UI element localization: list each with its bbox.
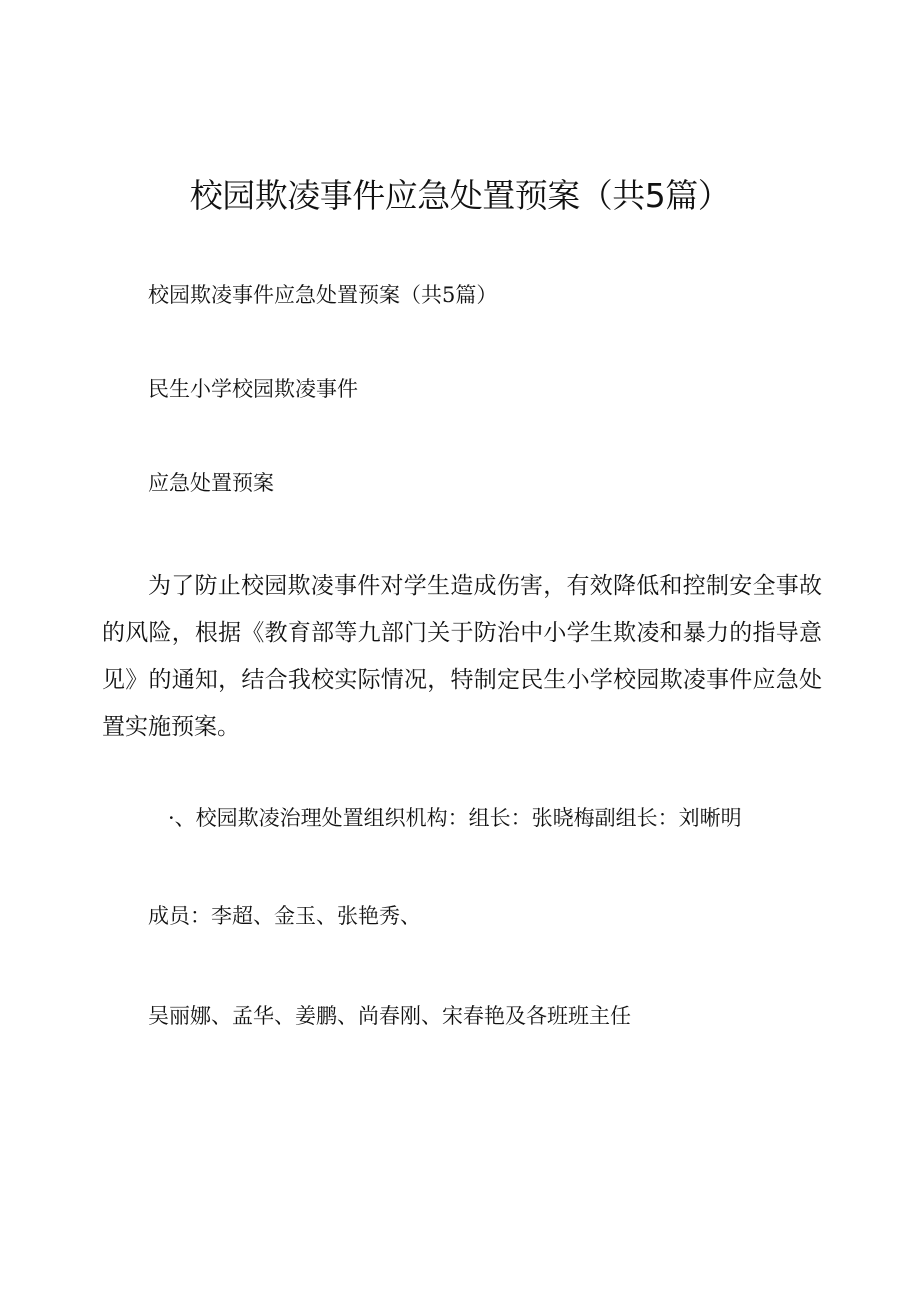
intro-paragraph: 为了防止校园欺凌事件对学生造成伤害，有效降低和控制安全事故的风险，根据《教育部等九部门关于防治中小学生欺凌和暴力的指导意见》的通知，结合我校实际情况，特制定民生小学校园欺凌事件应急处置实施预案。 <box>102 573 822 740</box>
plan-heading: 应急处置预案 <box>148 471 274 495</box>
members-line: 成员：李超、金玉、张艳秀、 <box>148 904 421 928</box>
document-subtitle: 校园欺凌事件应急处置预案（共5篇） <box>148 283 498 307</box>
school-heading: 民生小学校园欺凌事件 <box>148 377 358 401</box>
organization-line: ·、校园欺凌治理处置组织机构：组长：张晓梅副组长：刘晰明 <box>168 806 742 830</box>
document-title: 校园欺凌事件应急处置预案（共5篇） <box>189 176 731 215</box>
members-line-continued: 吴丽娜、孟华、姜鹏、尚春刚、宋春艳及各班班主任 <box>148 1004 631 1028</box>
